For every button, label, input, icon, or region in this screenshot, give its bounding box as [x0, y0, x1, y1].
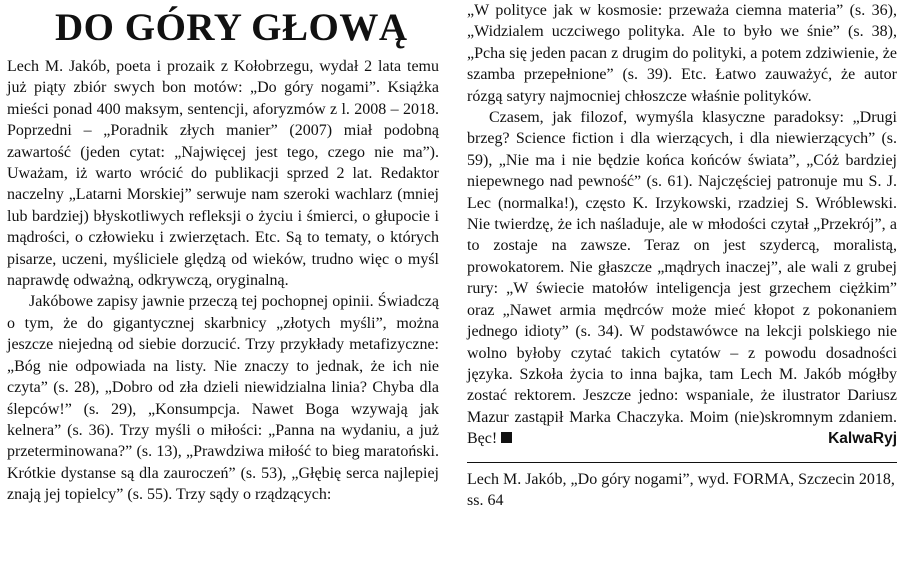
paragraph-intro: Lech M. Jakób, poeta i prozaik z Kołobrzegu, wydał 2 lata temu już piąty zbiór swych bon motów: „Do góry nogami”. Książka mieści ponad 400 maksym, sentencji, aforyzmów z l. 2008 – 2018. Poprzedni – „Poradnik złych manier” (2007) miał podobną zawartość (jeden cytat: „Najwięcej jest tego, czego nie ma”). Uważam, iż warto wrócić do publikacji sprzed 2 lat. Redaktor naczelny „Latarni Morskiej” serwuje nam szeroki wachlarz (mniej lub bardziej) błyskotliwych refleksji o życiu i śmierci, o głupocie i mądrości, o człowieku i zwierzętach. Etc. Są to tematy, o których pisarze, uczeni, myśliciele ględzą od wieków, trudno więc o myśl naprawdę odważną, odkrywczą, oryginalną.: [7, 58, 439, 290]
paragraph-politics: „W polityce jak w kosmosie: przeważa ciemna materia” (s. 36), „Widzialem uczciwego polityka. Ale to było we śnie” (s. 38), „Pcha się jeden pacan z drugim do polityki, a potem zdziwienie, że szamba przepełnione” (s. 39). Etc. Łatwo zauważyć, że autor rózgą satyry najmocniej chłoszcze właśnie polityków.: [467, 2, 897, 105]
divider-line: [467, 462, 897, 463]
paragraph-paradoxes: [467, 107, 897, 450]
paragraph-paradoxes-text: Czasem, jak filozof, wymyśla klasyczne paradoksy: „Drugi brzeg? Science fiction i dla wierzących, i dla niewierzących” (s. 59), „Nie ma i nie będzie końca końców świata”, „Cóż bardziej niepewnego nad pewność” (s. 61). Najczęściej patronuje mu S. J. Lec (normalka!), często K. Irzykowski, rzadziej S. Wróblewski. Nie twierdzę, że ich naśladuje, ale w młodości czytał „Przekrój”, a to zostaje na zawsze. Teraz on jest szydercą, moralistą, prowokatorem. Nie głaszcze „mądrych inaczej”, ale wali z grubej rury: „W świecie matołów inteligencja jest grzechem ciężkim” oraz „Nawet armia mędrców może mieć kłopot z pokonaniem jednego idioty” (s. 34). W podstawówce na lekcji polskiego nie wolno byłoby czytać takich cytatów – z powodu dosadności języka. Szkoła życia to inna bajka, tam Lech M. Jakób mógłby zostać rektorem. Jeszcze jedno: wspaniale, że ilustrator Dariusz Mazur zastąpił Marka Chaczyka. Moim (nie)skromnym zdaniem. Bęc!: [467, 109, 897, 448]
right-column: [467, 0, 897, 511]
author-signature: KalwaRyj: [828, 430, 897, 448]
paragraph-examples: Jakóbowe zapisy jawnie przeczą tej pochopnej opinii. Świadczą o tym, że do gigantycznej skarbnicy „złotych myśli”, można jeszcze niejedną od siebie dorzucić. Trzy przykłady metafizyczne: „Bóg nie odpowiada na listy. Nie znaczy to jednak, że ich nie czyta” (s. 28), „Dobro od zła dzieli niewidzialna linia? Chyba dla ślepców!” (s. 29), „Konsumpcja. Nawet Boga wzywają jak kelnera” (s. 36). Trzy myśli o miłości: „Panna na wydaniu, a już przeterminowana?” (s. 13), „Prawdziwa miłość to bieg maratoński. Krótkie dystanse są dla zauroczeń” (s. 53), „Głębię serca najlepiej znają jej topielcy” (s. 55). Trzy sądy o rządzących:: [7, 293, 439, 504]
article-title: DO GÓRY GŁOWĄ: [55, 6, 408, 49]
left-column: [7, 0, 439, 506]
end-mark-icon: [501, 432, 512, 443]
book-source-note: Lech M. Jakób, „Do góry nogami”, wyd. FORMA, Szczecin 2018, ss. 64: [467, 470, 895, 509]
